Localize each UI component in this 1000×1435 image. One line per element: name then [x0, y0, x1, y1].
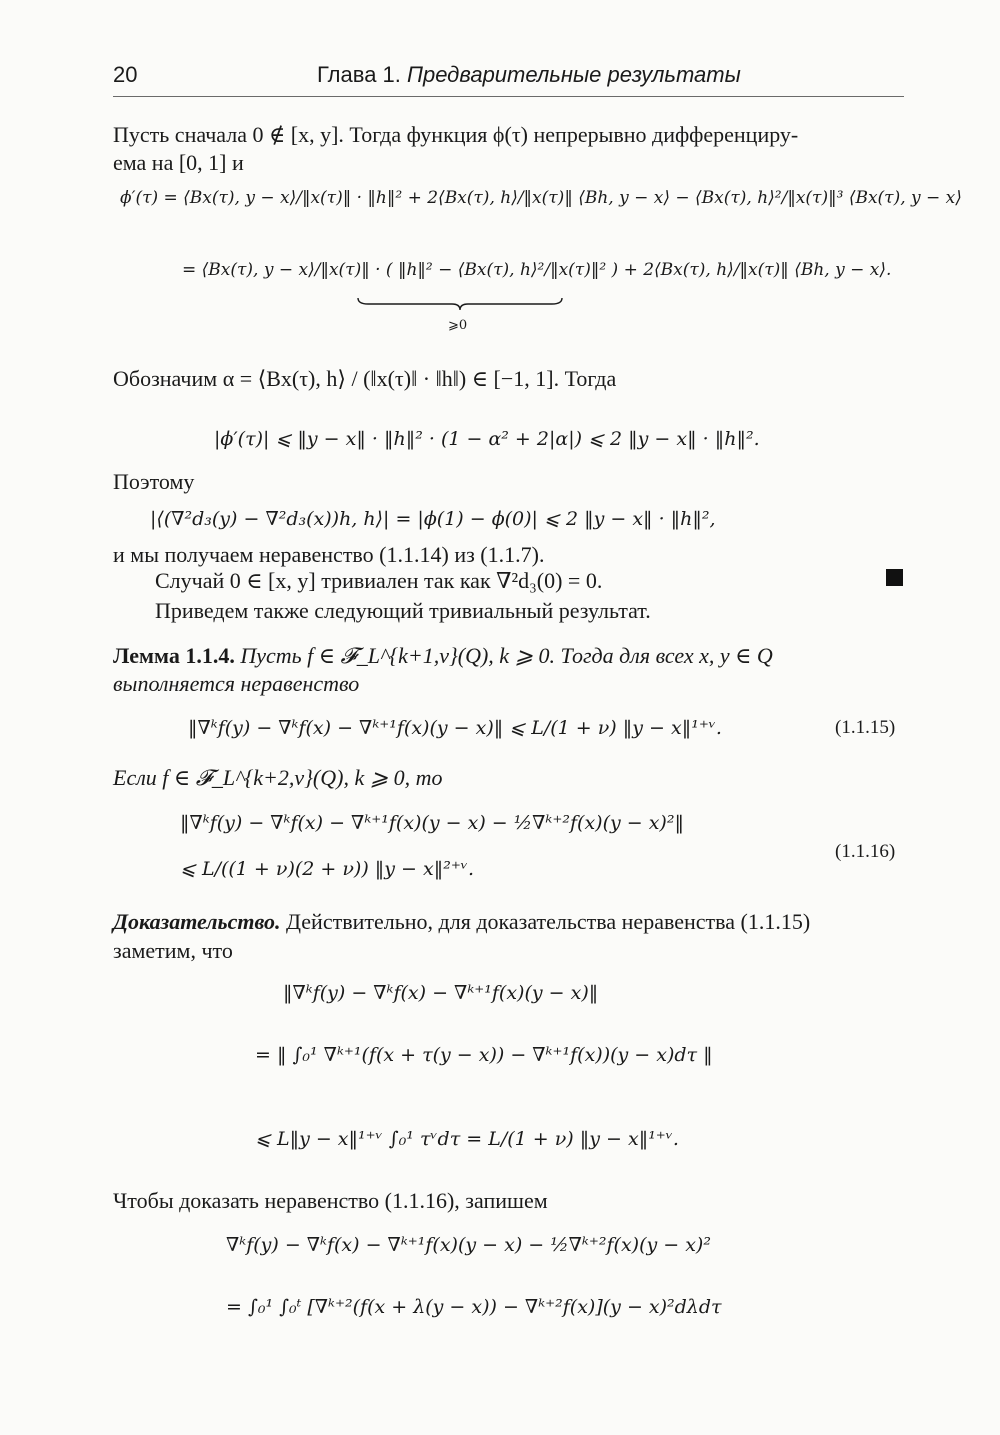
alpha-definition: Обозначим α = ⟨Bx(τ), h⟩ / (‖x(τ)‖ · ‖h‖) ∈ [−1, 1]. Тогда: [113, 366, 617, 391]
equation-line: = ⟨Bx(τ), y − x⟩/‖x(τ)‖ · ( ‖h‖² − ⟨Bx(τ), h⟩²/‖x(τ)‖² ) + 2⟨Bx(τ), h⟩/‖x(τ)‖ ⟨Bh, y − x⟩.: [182, 260, 892, 280]
chapter-title: [317, 62, 741, 88]
running-header: [113, 62, 904, 97]
paragraph-line: Случай 0 ∈ [x, y] тривиален так как ∇²d₃(0) = 0.: [155, 568, 603, 593]
qed-square: [886, 569, 903, 586]
paragraph-line: ема на [0, 1] и: [113, 150, 244, 175]
equation-line: ‖∇ᵏf(y) − ∇ᵏf(x) − ∇ᵏ⁺¹f(x)(y − x)‖ ⩽ L/(1 + ν) ‖y − x‖¹⁺ᵛ.: [188, 717, 722, 739]
equation-line: ∇ᵏf(y) − ∇ᵏf(x) − ∇ᵏ⁺¹f(x)(y − x) − ½∇ᵏ⁺²f(x)(y − x)²: [226, 1234, 711, 1256]
equation-line: ‖∇ᵏf(y) − ∇ᵏf(x) − ∇ᵏ⁺¹f(x)(y − x)‖: [283, 982, 599, 1004]
equation-line: |⟨(∇²d₃(y) − ∇²d₃(x))h, h⟩| = |ϕ(1) − ϕ(0)| ⩽ 2 ‖y − x‖ · ‖h‖²,: [150, 508, 716, 530]
equation-number: (1.1.16): [835, 841, 896, 862]
lemma-label: Лемма 1.1.4.: [113, 643, 235, 668]
paragraph-line: Если f ∈ 𝓕_L^{k+2,ν}(Q), k ⩾ 0, то: [113, 765, 443, 790]
equation-line: ⩽ L‖y − x‖¹⁺ᵛ ∫₀¹ τᵛdτ = L/(1 + ν) ‖y − x‖¹⁺ᵛ.: [255, 1128, 679, 1150]
paragraph-line: Чтобы доказать неравенство (1.1.16), запишем: [113, 1188, 548, 1213]
page-number: 20: [113, 62, 138, 87]
proof-label: Доказательство.: [113, 909, 281, 934]
paragraph-line: Поэтому: [113, 469, 195, 494]
equation-line: ϕ′(τ) = ⟨Bx(τ), y − x⟩/‖x(τ)‖ · ‖h‖² + 2⟨Bx(τ), h⟩/‖x(τ)‖ ⟨Bh, y − x⟩ − ⟨Bx(τ), h⟩²/‖x(τ)‖³ ⟨Bx(τ), y − x⟩: [120, 188, 962, 208]
paragraph-line: и мы получаем неравенство (1.1.14) из (1.1.7).: [113, 542, 545, 567]
lemma-text-cont: выполняется неравенство: [113, 671, 360, 696]
proof-start: [113, 908, 810, 936]
chapter-prefix: Глава 1.: [317, 62, 401, 87]
lemma-text: Пусть f ∈ 𝓕_L^{k+1,ν}(Q), k ⩾ 0. Тогда для всех x, y ∈ Q: [240, 643, 773, 668]
equation-line: = ‖ ∫₀¹ ∇ᵏ⁺¹(f(x + τ(y − x)) − ∇ᵏ⁺¹f(x))(y − x)dτ ‖: [255, 1044, 713, 1066]
equation-line: ⩽ L/((1 + ν)(2 + ν)) ‖y − x‖²⁺ᵛ.: [180, 858, 474, 880]
underbrace: [356, 296, 564, 312]
paragraph-line: Приведем также следующий тривиальный результат.: [155, 598, 651, 623]
lemma-statement: [113, 642, 773, 670]
equation-line: = ∫₀¹ ∫₀ᵗ [∇ᵏ⁺²(f(x + λ(y − x)) − ∇ᵏ⁺²f(x)](y − x)²dλdτ: [226, 1296, 722, 1318]
underbrace-label: ⩾0: [448, 318, 468, 333]
equation-line: |ϕ′(τ)| ⩽ ‖y − x‖ · ‖h‖² · (1 − α² + 2|α|) ⩽ 2 ‖y − x‖ · ‖h‖².: [214, 428, 760, 450]
equation-number: (1.1.15): [835, 717, 896, 738]
equation-line: ‖∇ᵏf(y) − ∇ᵏf(x) − ∇ᵏ⁺¹f(x)(y − x) − ½∇ᵏ⁺²f(x)(y − x)²‖: [180, 812, 684, 834]
proof-text: Действительно, для доказательства неравенства (1.1.15): [286, 909, 811, 934]
chapter-name: Предварительные результаты: [407, 62, 741, 87]
paragraph-line: заметим, что: [113, 938, 233, 963]
paragraph-line: Пусть сначала 0 ∉ [x, y]. Тогда функция ϕ(τ) непрерывно дифференциру-: [113, 122, 799, 147]
